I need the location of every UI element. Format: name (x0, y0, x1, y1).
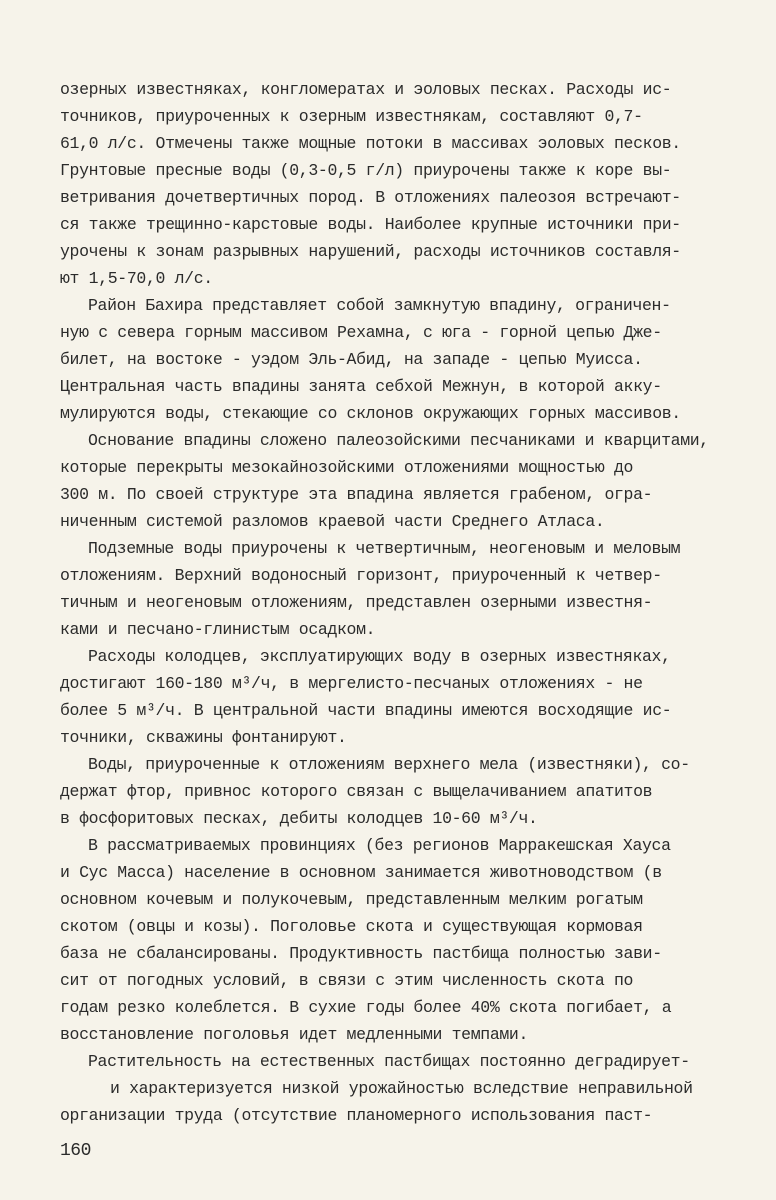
text-line: в фосфоритовых песках, дебиты колодцев 10-60 м³/ч. (60, 809, 538, 828)
text-line: сит от погодных условий, в связи с этим численность скота по (60, 971, 634, 990)
text-line: ся также трещинно-карстовые воды. Наиболее крупные источники при- (60, 215, 681, 234)
text-line: Растительность на естественных пастбищах постоянно деградирует- (88, 1052, 690, 1071)
text-line: ную с севера горным массивом Рехамна, с юга - горной цепью Дже- (60, 323, 662, 342)
text-line: точников, приуроченных к озерным известнякам, составляют 0,7- (60, 107, 643, 126)
text-line: тичным и неогеновым отложениям, представлен озерными известня- (60, 593, 653, 612)
text-line: отложениям. Верхний водоносный горизонт, приуроченный к четвер- (60, 566, 662, 585)
text-line: и характеризуется низкой урожайностью вследствие неправильной (110, 1079, 693, 1098)
text-line: более 5 м³/ч. В центральной части впадины имеются восходящие ис- (60, 701, 672, 720)
page-number: 160 (60, 1141, 91, 1161)
text-line: билет, на востоке - уэдом Эль-Абид, на западе - цепью Муисса. (60, 350, 643, 369)
text-line: озерных известняках, конгломератах и эоловых песках. Расходы ис- (60, 80, 672, 99)
text-line: Воды, приуроченные к отложениям верхнего мела (известняки), со- (88, 755, 690, 774)
text-line: ками и песчано-глинистым осадком. (60, 620, 376, 639)
text-line: база не сбалансированы. Продуктивность пастбища полностью зави- (60, 944, 662, 963)
text-line: Расходы колодцев, эксплуатирующих воду в озерных известняках, (88, 647, 671, 666)
text-line: Центральная часть впадины занята себхой Межнун, в которой акку- (60, 377, 662, 396)
text-line: 61,0 л/с. Отмечены также мощные потоки в массивах эоловых песков. (60, 134, 681, 153)
text-line: ниченным системой разломов краевой части Среднего Атласа. (60, 512, 605, 531)
text-line: Район Бахира представляет собой замкнутую впадину, ограничен- (88, 296, 671, 315)
text-line: годам резко колеблется. В сухие годы более 40% скота погибает, а (60, 998, 672, 1017)
text-line: Подземные воды приурочены к четвертичным, неогеновым и меловым (88, 539, 681, 558)
text-line: Основание впадины сложено палеозойскими песчаниками и кварцитами, (88, 431, 709, 450)
text-line: урочены к зонам разрывных нарушений, расходы источников составля- (60, 242, 681, 261)
text-line: держат фтор, привнос которого связан с выщелачиванием апатитов (60, 782, 653, 801)
text-line: достигают 160-180 м³/ч, в мергелисто-песчаных отложениях - не (60, 674, 643, 693)
text-line: В рассматриваемых провинциях (без регионов Марракешская Хауса (88, 836, 671, 855)
text-line: ветривания дочетвертичных пород. В отложениях палеозоя встречают- (60, 188, 681, 207)
text-line: 300 м. По своей структуре эта впадина является грабеном, огра- (60, 485, 653, 504)
text-line: основном кочевым и полукочевым, представленным мелким рогатым (60, 890, 643, 909)
text-line: ют 1,5-70,0 л/с. (60, 269, 213, 288)
text-line: Грунтовые пресные воды (0,3-0,5 г/л) приурочены также к коре вы- (60, 161, 672, 180)
text-line: скотом (овцы и козы). Поголовье скота и существующая кормовая (60, 917, 643, 936)
text-line: точники, скважины фонтанируют. (60, 728, 347, 747)
text-line: мулируются воды, стекающие со склонов окружающих горных массивов. (60, 404, 681, 423)
text-line: и Сус Масса) население в основном занимается животноводством (в (60, 863, 662, 882)
text-line: восстановление поголовья идет медленными темпами. (60, 1025, 529, 1044)
text-line: которые перекрыты мезокайнозойскими отложениями мощностью до (60, 458, 634, 477)
text-line: организации труда (отсутствие планомерного использования паст- (60, 1106, 653, 1125)
